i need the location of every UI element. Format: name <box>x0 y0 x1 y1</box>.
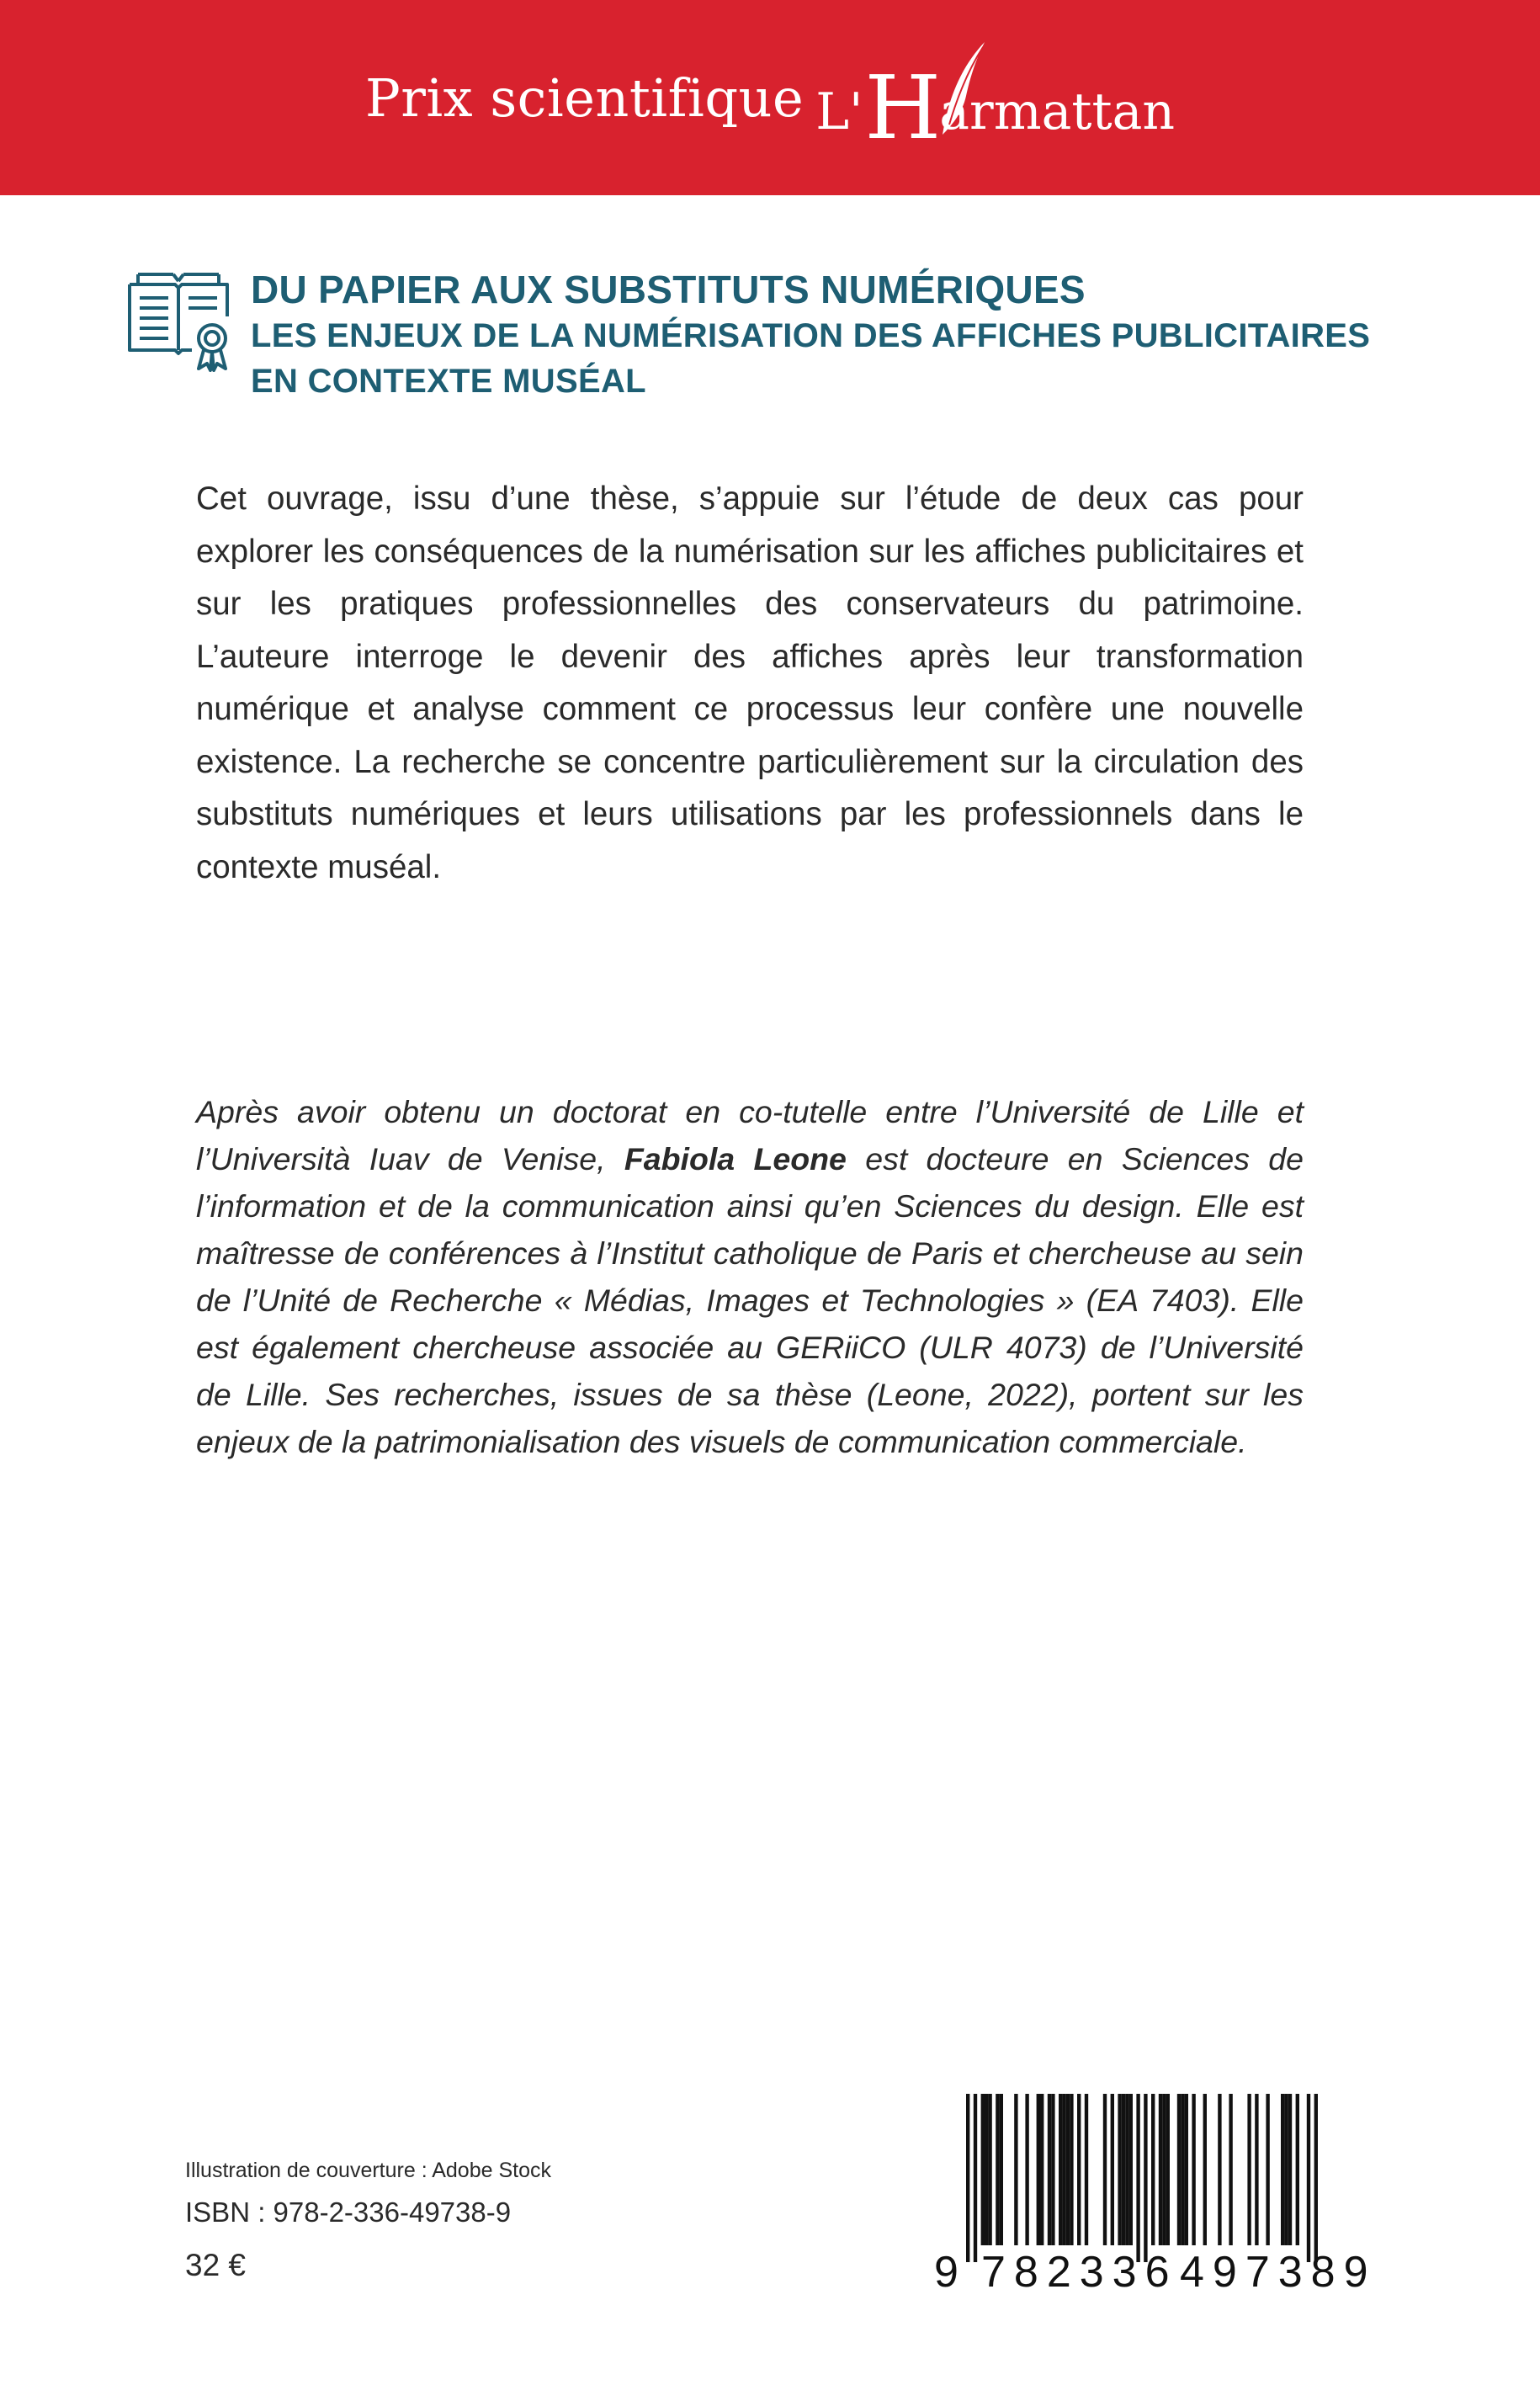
barcode-bar <box>1314 2094 1318 2262</box>
price: 32 € <box>185 2248 247 2282</box>
barcode-bar <box>966 2094 969 2262</box>
barcode-bar <box>1162 2094 1166 2245</box>
barcode-bar <box>1077 2094 1081 2245</box>
barcode-bar <box>1129 2094 1133 2245</box>
barcode-bar <box>1111 2094 1114 2245</box>
barcode-bar <box>1159 2094 1162 2245</box>
prize-banner <box>0 0 1540 195</box>
barcode-bar <box>1118 2094 1121 2245</box>
title-subtitle-line-2: EN CONTEXTE MUSÉAL <box>251 363 646 400</box>
barcode-left-group: 782336 <box>981 2248 1178 2297</box>
book-summary: Cet ouvrage, issu d’une thèse, s’appuie sur l’étude de deux cas pour explorer les conséquences de la numérisation sur les affiches publicitaires et sur les pratiques professionnelles des conservateurs du patrimoine. L’auteure interroge le devenir des affiches après leur transformation numérique et analyse comment ce processus leur confère une nouvelle existence. La recherche se concentre particulièrement sur la circulation des substituts numériques et leurs utilisations par les professionnels dans le contexte muséal. <box>196 481 1304 885</box>
barcode-bar <box>974 2094 977 2262</box>
cover-illustration-credit: Illustration de couverture : Adobe Stock <box>185 2159 551 2182</box>
barcode-bar <box>985 2094 988 2245</box>
barcode-bar <box>1218 2094 1221 2245</box>
barcode-bar <box>996 2094 999 2245</box>
barcode-bar <box>1059 2094 1062 2245</box>
barcode-bar <box>1177 2094 1181 2245</box>
barcode-bar <box>1040 2094 1043 2245</box>
barcode-bar <box>1122 2094 1125 2245</box>
publisher-prefix: L' <box>815 82 863 141</box>
barcode-bar <box>1247 2094 1251 2245</box>
author-bio <box>196 1088 1304 1465</box>
barcode-bar <box>1203 2094 1207 2245</box>
barcode-bar <box>1000 2094 1003 2245</box>
publisher-initial: H <box>864 56 942 159</box>
barcode-bar <box>1166 2094 1170 2245</box>
barcode-bar <box>1288 2094 1292 2245</box>
book-title <box>251 266 1530 404</box>
quill-feather-icon <box>932 37 991 138</box>
barcode-bar <box>1296 2094 1299 2245</box>
barcode-right-group: 497389 <box>1180 2248 1377 2297</box>
barcode-bar <box>1125 2094 1128 2245</box>
title-subtitle-line-1: LES ENJEUX DE LA NUMÉRISATION DES AFFICHES PUBLICITAIRES <box>251 317 1371 354</box>
barcode-bar <box>1255 2094 1258 2245</box>
barcode-bar <box>1062 2094 1065 2245</box>
barcode-digits <box>934 2247 1377 2306</box>
book-certificate-icon <box>126 273 236 372</box>
barcode-bar <box>1144 2094 1147 2262</box>
title-main: DU PAPIER AUX SUBSTITUTS NUMÉRIQUES <box>251 268 1086 311</box>
prize-label: Prix scientifique <box>365 66 805 129</box>
barcode-bar <box>1025 2094 1028 2245</box>
publisher-rest: armattan <box>939 82 1175 141</box>
barcode-bar <box>1181 2094 1184 2245</box>
barcode-first-digit: 9 <box>934 2248 959 2297</box>
bio-rest: est docteure en Sciences de l’information et de la communication ainsi qu’en Sciences du design. Elle est maîtresse de conférences à l’Institut catholique de Paris et chercheuse au sein de l’Unité de Recherche « Médias, Images et Technologies » (EA 7403). Elle est également chercheuse associée au GERiiCO (ULR 4073) de l’Université de Lille. Ses recherches, issues de sa thèse (Leone, 2022), portent sur les enjeux de la patrimonialisation des visuels de communication commerciale. <box>196 1141 1304 1459</box>
barcode-bar <box>1151 2094 1155 2245</box>
barcode-bar <box>1229 2094 1232 2245</box>
publisher-logo <box>815 54 1175 159</box>
barcode-bar <box>1051 2094 1054 2245</box>
credits-block <box>185 2156 551 2291</box>
barcode-bar <box>1103 2094 1107 2245</box>
barcode-bar <box>1307 2094 1310 2262</box>
barcode-bar <box>988 2094 991 2245</box>
barcode-bar <box>1037 2094 1040 2245</box>
bio-intro: Après avoir obtenu un doctorat en co-tutelle entre l’Université de Lille et l’Università Iuav de Venise, <box>196 1094 1304 1177</box>
barcode-bar <box>1066 2094 1070 2245</box>
barcode-bar <box>1070 2094 1073 2245</box>
author-name: Fabiola Leone <box>624 1141 847 1177</box>
barcode-bar <box>1266 2094 1269 2245</box>
barcode-bar <box>1185 2094 1188 2245</box>
barcode-bar <box>1085 2094 1088 2245</box>
isbn: ISBN : 978-2-336-49738-9 <box>185 2196 512 2228</box>
barcode-bar <box>981 2094 985 2245</box>
barcode-bar <box>1192 2094 1195 2245</box>
barcode-bar <box>1048 2094 1051 2245</box>
barcode-bar <box>1014 2094 1017 2245</box>
barcode-bar <box>1284 2094 1288 2245</box>
barcode-bar <box>1281 2094 1284 2245</box>
barcode-bar <box>1136 2094 1139 2262</box>
